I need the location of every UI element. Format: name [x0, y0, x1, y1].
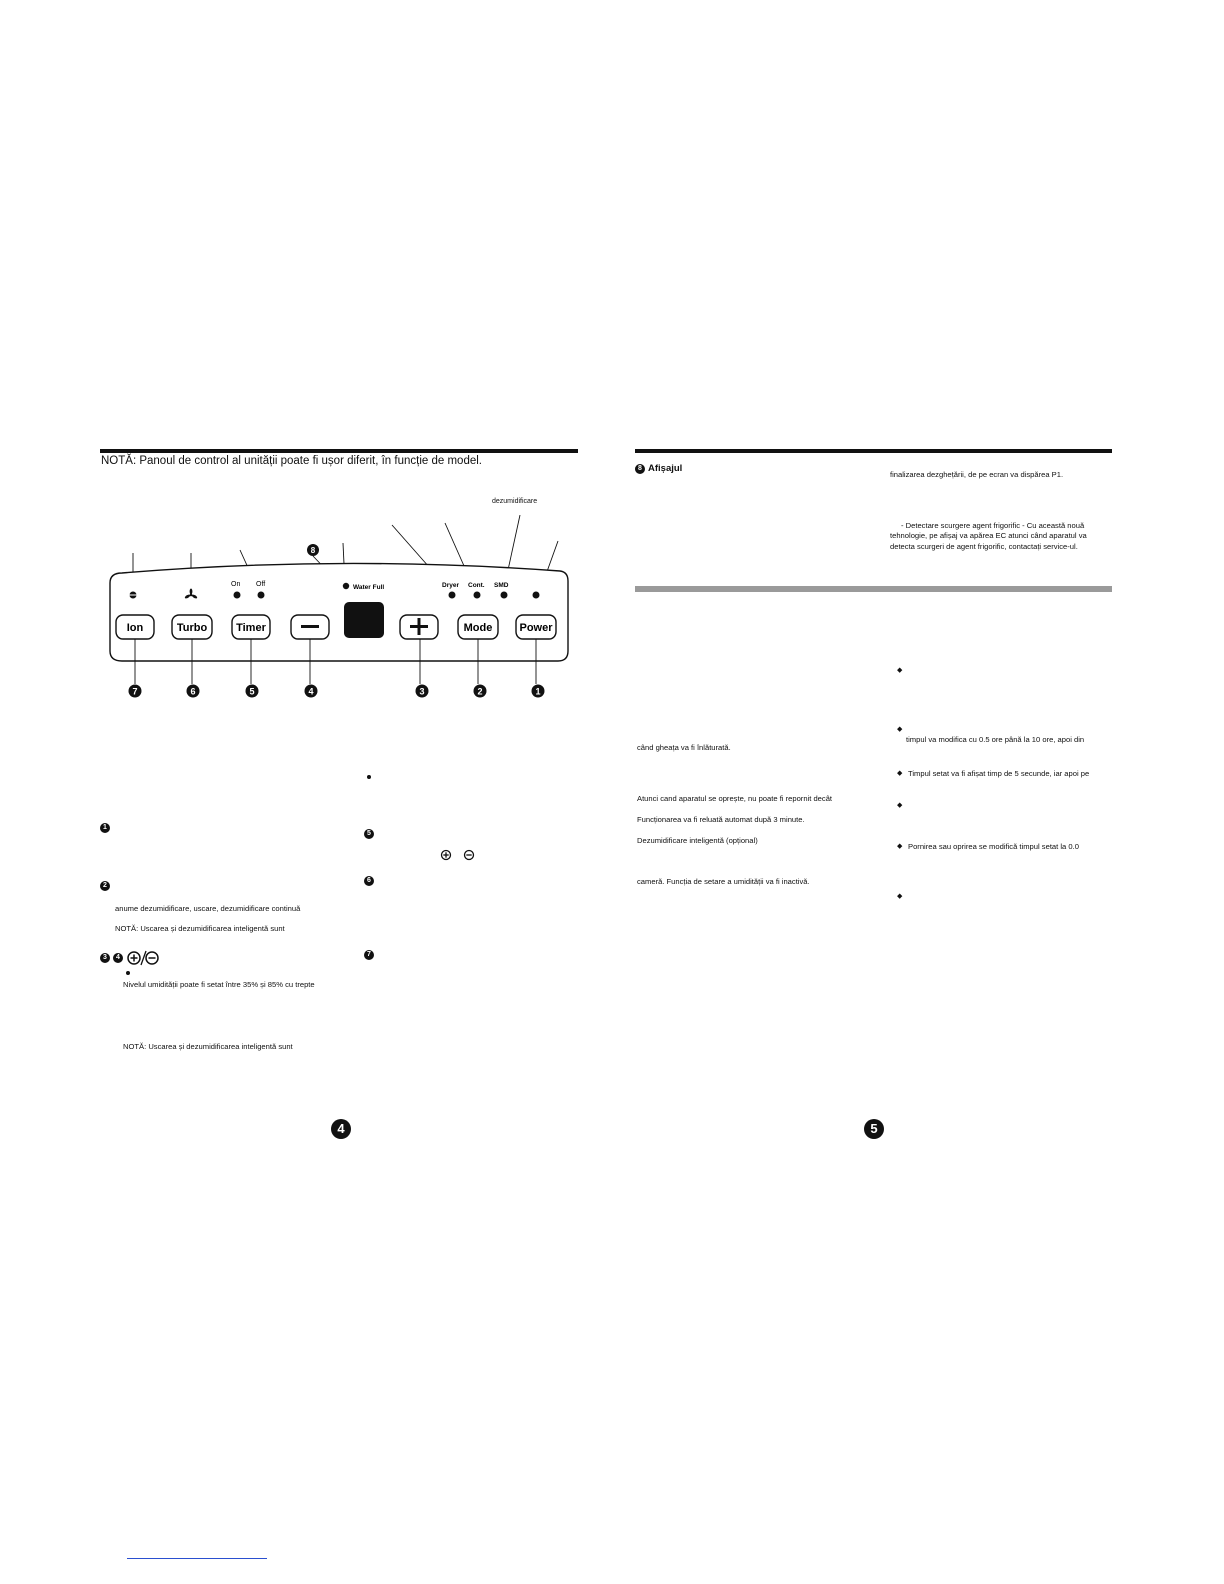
cont-led: [474, 592, 481, 599]
bullet: [367, 775, 371, 779]
display-section-marker: 8: [635, 464, 645, 474]
plus-circle-icon: [440, 849, 452, 861]
diamond-bullet: ◆: [897, 892, 903, 900]
timer-on-led: [234, 592, 241, 599]
svg-text:2: 2: [477, 686, 483, 697]
timer-off-led: [258, 592, 265, 599]
panel-outline: [110, 563, 568, 661]
svg-text:3: 3: [419, 686, 425, 697]
defrost-line: finalizarea dezghețării, de pe ecran va dispărea P1.: [890, 470, 1064, 479]
timer-on-label: On: [231, 581, 241, 588]
turbo-button-label: Turbo: [176, 622, 208, 634]
svg-text:6: 6: [190, 686, 196, 697]
display-title: Afișajul: [648, 463, 683, 474]
item-3-marker: 3: [100, 953, 110, 963]
leak-line-1: - Detectare scurgere agent frigorific - Cu această nouă: [901, 521, 1085, 530]
item-6-marker: 6: [364, 876, 374, 886]
power-button-label: Power: [519, 622, 553, 634]
item-4-marker: 4: [113, 953, 123, 963]
mode-button-label: Mode: [463, 622, 493, 634]
item-2-marker: 2: [100, 881, 110, 891]
diamond-bullet: ◆: [897, 666, 903, 674]
ion-button-label: Ion: [126, 622, 144, 634]
diamond-bullet: ◆: [897, 842, 903, 850]
power-led: [533, 592, 540, 599]
leak-line-2: tehnologie, pe afișaj va apărea EC atunci când aparatul va: [890, 531, 1087, 540]
display-screen: [344, 602, 384, 638]
dezumidificare-callout: dezumidificare: [492, 498, 538, 505]
timer-line-3: Pornirea sau oprirea se modifică timpul setat la 0.0: [908, 842, 1079, 851]
plus-minus-icon: [126, 950, 160, 966]
humidity-description: Nivelul umidității poate fi setat între 35% și 85% cu trepte: [123, 980, 315, 989]
page-number-right: 5: [864, 1119, 884, 1139]
diamond-bullet: ◆: [897, 801, 903, 809]
right-top-rule: [635, 449, 1112, 453]
minus-icon: [301, 625, 319, 628]
timer-button-label: Timer: [236, 622, 266, 634]
svg-text:1: 1: [535, 686, 541, 697]
water-full-label: Water Full: [353, 584, 385, 591]
dryer-label: Dryer: [442, 582, 459, 589]
timer-line-1: timpul va modifica cu 0.5 ore până la 10 ore, apoi din: [906, 735, 1085, 744]
control-panel-diagram: [100, 515, 580, 705]
blue-underline: [127, 1558, 267, 1559]
timer-off-label: Off: [256, 581, 266, 588]
right-gray-rule: [635, 586, 1112, 592]
svg-text:7: 7: [132, 686, 138, 697]
diamond-bullet: ◆: [897, 769, 903, 777]
bullet: [126, 971, 130, 975]
item-7-marker: 7: [364, 950, 374, 960]
svg-text:8: 8: [310, 546, 316, 555]
mode-note: NOTĂ: Uscarea și dezumidificarea inteligentă sunt: [115, 924, 285, 933]
diamond-bullet: ◆: [897, 725, 903, 733]
page-number-left: 4: [331, 1119, 351, 1139]
mode-description: anume dezumidificare, uscare, dezumidificare continuă: [115, 904, 301, 913]
cont-label: Cont.: [468, 582, 485, 589]
item-1-marker: 1: [100, 823, 110, 833]
timer-line-2: Timpul setat va fi afișat timp de 5 secunde, iar apoi pe: [908, 769, 1090, 778]
svg-text:5: 5: [249, 686, 255, 697]
smd-label: SMD: [494, 582, 509, 589]
dryer-led: [449, 592, 456, 599]
svg-text:4: 4: [308, 686, 314, 697]
leak-line-3: detecta scurgeri de agent frigorific, contactați service-ul.: [890, 542, 1078, 551]
water-full-led: [343, 583, 349, 589]
left-note: NOTĂ: Panoul de control al unității poate fi ușor diferit, în funcție de model.: [101, 455, 482, 467]
room-line: cameră. Funcția de setare a umidității va fi inactivă.: [637, 877, 810, 886]
item-5-marker: 5: [364, 829, 374, 839]
restart-line: Atunci cand aparatul se oprește, nu poate fi repornit decât: [637, 794, 833, 803]
humidity-note: NOTĂ: Uscarea și dezumidificarea inteligentă sunt: [123, 1042, 293, 1051]
ice-line: când gheața va fi înlăturată.: [637, 743, 731, 752]
smd-led: [501, 592, 508, 599]
resume-line: Funcționarea va fi reluată automat după 3 minute.: [637, 815, 805, 824]
smart-dehumidify-line: Dezumidificare inteligentă (opțional): [637, 836, 758, 845]
minus-circle-icon: [463, 849, 475, 861]
left-top-rule: [100, 449, 578, 453]
